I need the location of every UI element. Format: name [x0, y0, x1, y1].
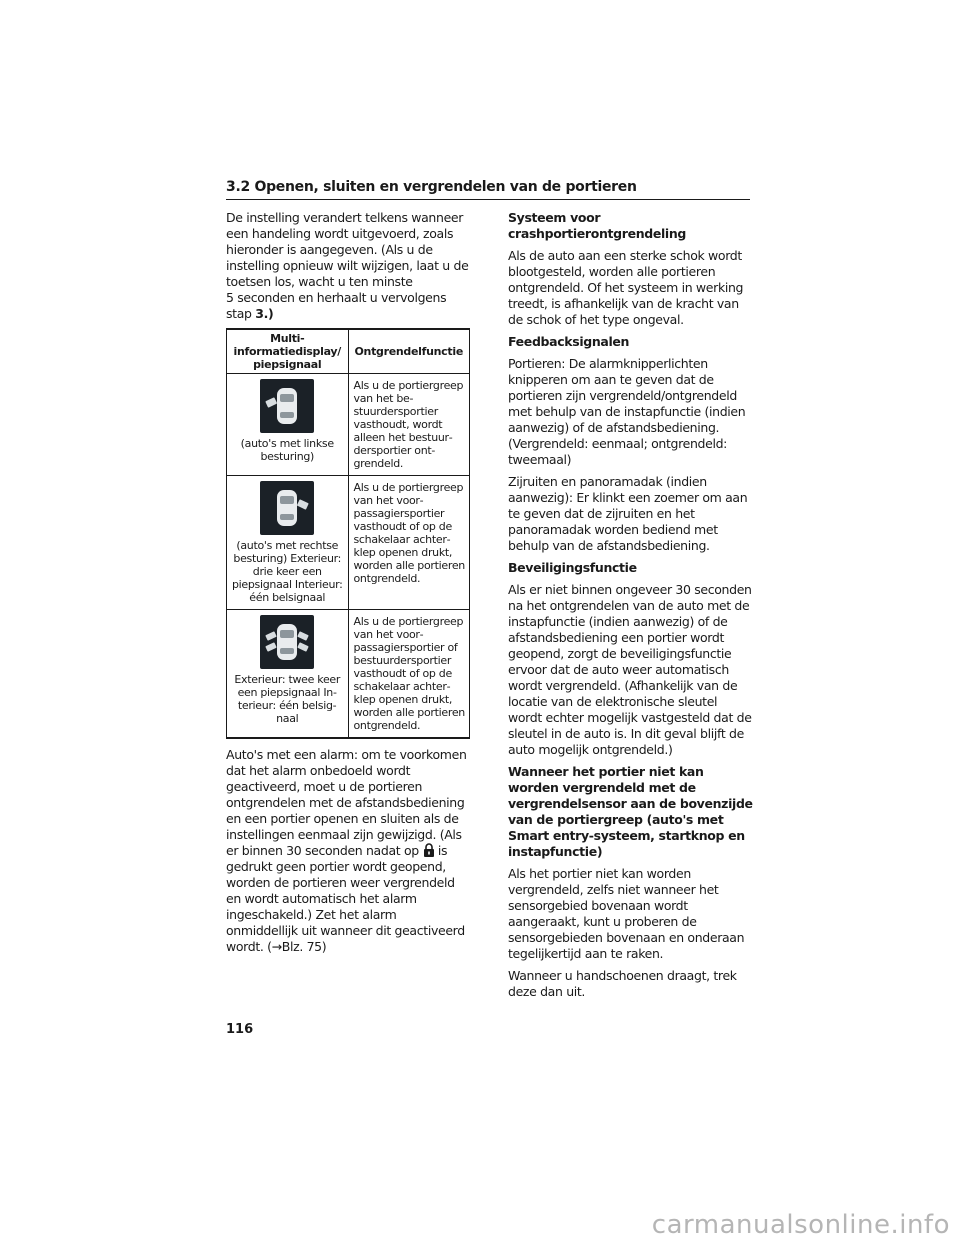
heading-lock-sensor: Wanneer het portier niet kan worden vergrendeld met de vergrendelsensor aan de bovenzijde van de portiergreep (auto's met Smart entry-systeem, startknop en instapfunctie): [508, 764, 753, 859]
table-cell-display: [227, 374, 349, 476]
section-title: 3.2 Openen, sluiten en vergrendelen van de portieren: [226, 179, 637, 195]
page-number: 116: [226, 1022, 254, 1037]
table-row: [227, 476, 470, 610]
paragraph: Als er niet binnen ongeveer 30 seconden na het ontgrendelen van de auto met de instapfunctie (indien aanwezig) of de afstandsbediening een portier wordt geopend, zorgt de beveiligingsfunctie ervoor dat de auto weer automatisch wordt vergrendeld. (Afhankelijk van de locatie van de elektronische sleutel wordt echter mogelijk vastgesteld dat de sleutel in de auto is. In dit geval blijft de auto mogelijk ontgrendeld.): [508, 582, 752, 757]
paragraph: Als het portier niet kan worden vergrendeld, zelfs niet wanneer het sensorgebied bovenaan wordt aangeraakt, kunt u proberen de sensorgebieden bovenaan en onderaan tegelijkertijd aan te raken.: [508, 866, 745, 961]
paragraph: Als de auto aan een sterke schok wordt blootgesteld, worden alle portieren ontgrendeld. Of het systeem in werking treedt, is afhankelijk van de kracht van de schok of het type ongeval.: [508, 248, 744, 327]
table-function-cell: Als u de portiergreep van het voorpassagiersportier vasthoudt of op de schakelaar achterklep openen drukt, worden alle portieren ontgrendeld.: [348, 476, 470, 610]
car-passenger-door-open-icon: [260, 481, 314, 535]
table-display-caption: (auto's met rechtse besturing) Exterieur: drie keer een piepsignaal Interieur: één belsignaal: [231, 539, 343, 604]
table-function-cell: Als u de portiergreep van het voorpassagiersportier of bestuurdersportier vasthoudt of op de schakelaar achterklep openen drukt, worden alle portieren ontgrendeld.: [348, 610, 470, 739]
left-column: [226, 210, 471, 961]
table-function-cell: Als u de portiergreep van het bestuurdersportier vasthoudt, wordt alleen het bestuurdersportier ontgrendeld.: [348, 374, 470, 476]
table-header-function: Ontgrendelfunctie: [348, 329, 470, 374]
car-all-doors-open-icon: [260, 615, 314, 669]
section-title-rule: [226, 199, 750, 200]
table-cell-display: [227, 610, 349, 739]
unlock-settings-table: [226, 328, 470, 739]
watermark: carmanualsonline.info: [651, 1210, 950, 1240]
table-header-display: Multi-informatiedisplay/ piepsignaal: [227, 329, 349, 374]
heading-crash-unlock: Systeem voor crashportierontgrendeling: [508, 210, 686, 241]
car-driver-door-open-icon: [260, 379, 314, 433]
paragraph: Zijruiten en panoramadak (indien aanwezig): Er klinkt een zoemer om aan te geven dat de zijruiten en het panoramadak worden bediend met behulp van de afstandsbediening.: [508, 474, 748, 553]
alarm-paragraph: Auto's met een alarm: om te voorkomen dat het alarm onbedoeld wordt geactiveerd, moet u de portieren ontgrendelen met de afstandsbediening en een portier openen en sluiten als de instellingen eenmaal zijn gewijzigd. (Als er binnen 30 seconden nadat op is gedrukt geen portier wordt geopend, worden de portieren weer vergrendeld en wordt automatisch het alarm ingeschakeld.) Zet het alarm onmiddellijk uit wanneer dit geactiveerd wordt. (→Blz. 75): [226, 747, 467, 954]
table-row: [227, 374, 470, 476]
paragraph: Wanneer u handschoenen draagt, trek deze dan uit.: [508, 968, 737, 999]
table-display-caption: (auto's met linkse besturing): [240, 437, 334, 463]
table-row: [227, 610, 470, 739]
heading-security: Beveiligingsfunctie: [508, 560, 637, 575]
intro-paragraph: De instelling verandert telkens wanneer een handeling wordt uitgevoerd, zoals hieronder is aangegeven. (Als u de instelling opnieuw wilt wijzigen, laat u de toetsen los, wacht u ten minste 5 seconden en herhaalt u vervolgens stap 3.): [226, 210, 469, 321]
paragraph: Portieren: De alarmknipperlichten knipperen om aan te geven dat de portieren zijn vergrendeld/ontgrendeld met behulp van de instapfunctie (indien aanwezig) of de afstandsbediening. (Vergrendeld: eenmaal; ontgrendeld: tweemaal): [508, 356, 746, 467]
padlock-icon: [423, 843, 435, 857]
table-cell-display: [227, 476, 349, 610]
table-display-caption: Exterieur: twee keer een piepsignaal Interieur: één belsignaal: [234, 673, 341, 725]
heading-feedback: Feedbacksignalen: [508, 334, 630, 349]
right-column: [508, 210, 753, 1006]
